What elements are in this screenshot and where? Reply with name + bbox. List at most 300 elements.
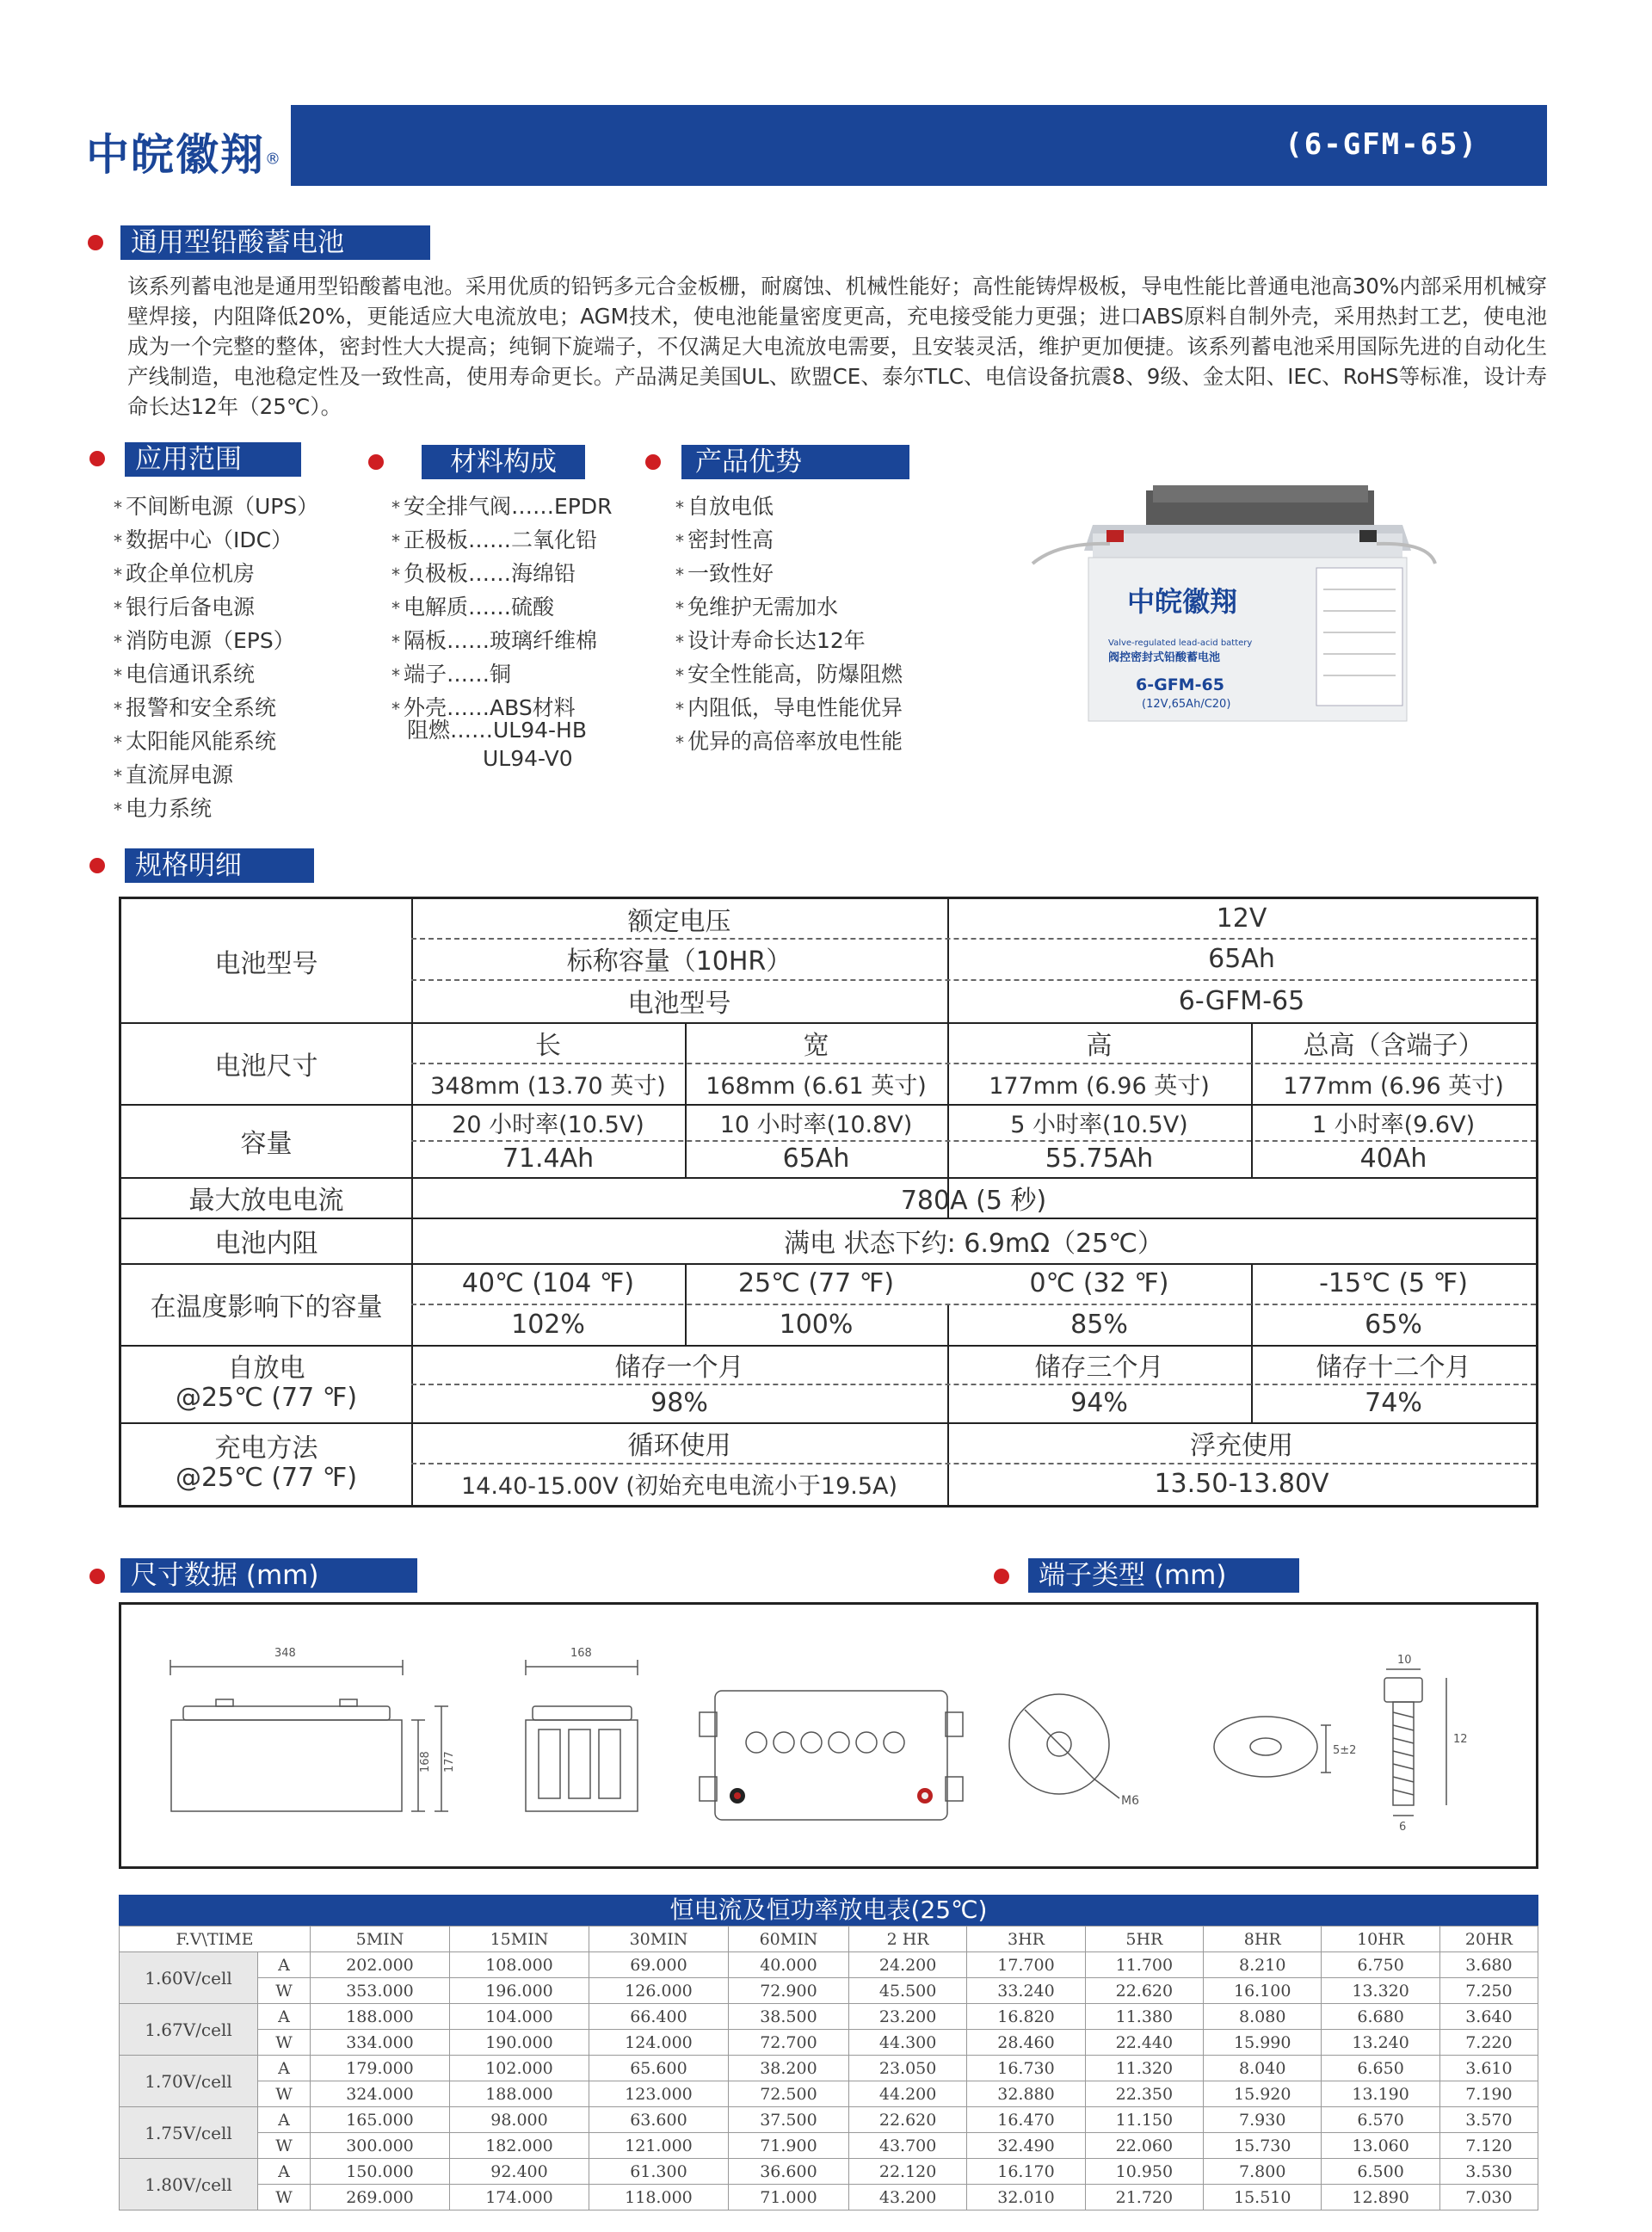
discharge-value: 269.000: [311, 2185, 450, 2210]
spec-length: 348mm (13.70 英寸): [430, 1072, 666, 1100]
discharge-value: 353.000: [311, 1978, 450, 2004]
discharge-value: 3.530: [1439, 2159, 1538, 2185]
spec-temp-2: 25℃ (77 ℉): [737, 1268, 895, 1298]
discharge-value: 7.250: [1439, 1978, 1538, 2004]
discharge-voltage-label: 1.80V/cell: [120, 2159, 258, 2210]
star-bullet-icon: *: [391, 632, 400, 652]
discharge-value: 22.350: [1085, 2081, 1203, 2107]
material-item-text: 隔板……玻璃纤维棉: [404, 628, 598, 653]
section-title-intro: 通用型铅酸蓄电池: [120, 225, 430, 260]
discharge-value: 22.620: [1085, 1978, 1203, 2004]
spec-rate-5: 5 小时率(10.5V): [1010, 1111, 1188, 1138]
table-row: [120, 2081, 1538, 2107]
discharge-value: 188.000: [311, 2004, 450, 2030]
discharge-value: 72.900: [728, 1978, 848, 2004]
material-item: [391, 558, 613, 591]
material-item: [391, 625, 613, 658]
section-title-spec: 规格明细: [125, 848, 314, 883]
discharge-value: 45.500: [848, 1978, 966, 2004]
spec-pct-2: 100%: [779, 1309, 854, 1340]
material-item-text: 端子……铜: [404, 662, 512, 687]
star-bullet-icon: *: [391, 564, 400, 585]
star-bullet-icon: *: [675, 564, 684, 585]
discharge-value: 98.000: [449, 2107, 589, 2133]
application-item: [114, 490, 318, 524]
discharge-value: 36.600: [728, 2159, 848, 2185]
advantage-item: [675, 524, 903, 558]
material-item: [391, 490, 613, 524]
spec-battery-model-label: 电池型号: [214, 948, 318, 979]
spec-resistance: 满电 状态下约: 6.9mΩ（25℃）: [784, 1228, 1163, 1259]
star-bullet-icon: *: [114, 497, 122, 518]
discharge-table: [119, 1926, 1538, 2210]
discharge-value: 8.040: [1204, 2056, 1322, 2081]
application-item-text: 不间断电源（UPS）: [126, 494, 319, 519]
spec-temp-label: 在温度影响下的容量: [150, 1292, 383, 1323]
discharge-value: 16.820: [967, 2004, 1085, 2030]
spec-model: 6-GFM-65: [1178, 985, 1305, 1016]
discharge-value: 22.440: [1085, 2030, 1203, 2056]
section-title-material: 材料构成: [422, 445, 585, 479]
spec-temp-4: -15℃ (5 ℉): [1319, 1268, 1468, 1298]
spec-cap-10: 65Ah: [782, 1144, 850, 1174]
brand-name: 中皖徽翔: [86, 130, 265, 180]
discharge-value: 6.500: [1322, 2159, 1439, 2185]
discharge-value: 188.000: [449, 2081, 589, 2107]
discharge-unit: A: [258, 2159, 311, 2185]
section-title-advantage: 产品优势: [681, 445, 909, 479]
spec-table: [119, 897, 1538, 1508]
discharge-value: 11.320: [1085, 2056, 1203, 2081]
discharge-unit: W: [258, 2133, 311, 2159]
discharge-value: 8.210: [1204, 1952, 1322, 1978]
spec-float-label: 浮充使用: [1190, 1430, 1293, 1461]
discharge-title: 恒电流及恒功率放电表(25℃): [119, 1895, 1538, 1926]
model-banner: [291, 105, 1547, 186]
discharge-value: 7.120: [1439, 2133, 1538, 2159]
discharge-time-header: 20HR: [1439, 1927, 1538, 1952]
advantage-item-text: 密封性高: [687, 527, 774, 552]
application-item-text: 银行后备电源: [126, 595, 256, 620]
application-item: [114, 725, 318, 759]
discharge-value: 165.000: [311, 2107, 450, 2133]
application-item-text: 电信通讯系统: [126, 662, 256, 687]
discharge-value: 40.000: [728, 1952, 848, 1978]
product-spec: (12V,65Ah/C20): [1142, 698, 1231, 711]
discharge-voltage-label: 1.60V/cell: [120, 1952, 258, 2004]
discharge-value: 43.200: [848, 2185, 966, 2210]
section-bullet: [89, 1569, 105, 1584]
discharge-value: 38.200: [728, 2056, 848, 2081]
spec-width: 168mm (6.61 英寸): [706, 1072, 927, 1100]
dim-width: 168: [570, 1647, 592, 1660]
discharge-unit: W: [258, 2185, 311, 2210]
star-bullet-icon: *: [675, 665, 684, 686]
discharge-voltage-label: 1.75V/cell: [120, 2107, 258, 2159]
material-item-text: 负极板……海绵铅: [404, 561, 576, 586]
discharge-value: 16.730: [967, 2056, 1085, 2081]
drawings-svg: [121, 1605, 1536, 1866]
spec-store-3-label: 储存三个月: [1034, 1352, 1164, 1383]
terminal-thickness: 5±2: [1333, 1744, 1357, 1757]
discharge-voltage-label: 1.70V/cell: [120, 2056, 258, 2107]
discharge-value: 71.900: [728, 2133, 848, 2159]
application-item-text: 直流屏电源: [126, 762, 234, 787]
product-brand: 中皖徽翔: [1127, 585, 1238, 618]
section-title-dimension: 尺寸数据 (mm): [120, 1558, 417, 1593]
discharge-value: 72.700: [728, 2030, 848, 2056]
advantage-item-text: 优异的高倍率放电性能: [687, 729, 903, 754]
discharge-value: 15.990: [1204, 2030, 1322, 2056]
section-bullet: [89, 451, 105, 466]
table-row: [120, 2030, 1538, 2056]
discharge-value: 104.000: [449, 2004, 589, 2030]
registered-mark: ®: [265, 150, 280, 169]
spec-width-label: 宽: [803, 1030, 829, 1061]
application-item: [114, 759, 318, 792]
spec-temp-1: 40℃ (104 ℉): [461, 1268, 635, 1298]
discharge-value: 32.010: [967, 2185, 1085, 2210]
spec-cap-1: 40Ah: [1359, 1144, 1427, 1174]
section-bullet: [89, 858, 105, 873]
table-row: [120, 1978, 1538, 2004]
star-bullet-icon: *: [675, 598, 684, 619]
discharge-value: 28.460: [967, 2030, 1085, 2056]
spec-pct-1: 102%: [511, 1309, 585, 1340]
discharge-value: 121.000: [589, 2133, 728, 2159]
spec-self-cond: @25℃ (77 ℉): [175, 1383, 358, 1413]
star-bullet-icon: *: [675, 632, 684, 652]
spec-capacity: 65Ah: [1208, 943, 1275, 974]
discharge-value: 150.000: [311, 2159, 450, 2185]
spec-rate-1: 1 小时率(9.6V): [1311, 1111, 1476, 1138]
discharge-value: 61.300: [589, 2159, 728, 2185]
material-extra-line: 阻燃……UL94-HB: [407, 718, 588, 743]
spec-cycle-label: 循环使用: [627, 1430, 731, 1461]
discharge-value: 6.650: [1322, 2056, 1439, 2081]
application-item: [114, 792, 318, 826]
discharge-value: 324.000: [311, 2081, 450, 2107]
discharge-value: 44.200: [848, 2081, 966, 2107]
spec-rate-20: 20 小时率(10.5V): [452, 1111, 644, 1138]
material-item-text: 安全排气阀……EPDR: [404, 494, 613, 519]
discharge-value: 6.680: [1322, 2004, 1439, 2030]
star-bullet-icon: *: [114, 665, 122, 686]
dim-length: 348: [274, 1647, 296, 1660]
star-bullet-icon: *: [114, 766, 122, 786]
discharge-value: 179.000: [311, 2056, 450, 2081]
spec-rate-10: 10 小时率(10.8V): [719, 1111, 913, 1138]
spec-pct-4: 65%: [1365, 1309, 1422, 1340]
bolt-length: 12: [1453, 1733, 1468, 1746]
product-cn: 阀控密封式铅酸蓄电池: [1108, 651, 1221, 664]
discharge-value: 108.000: [449, 1952, 589, 1978]
spec-store-12: 74%: [1365, 1388, 1422, 1418]
discharge-value: 196.000: [449, 1978, 589, 2004]
table-row: [120, 1952, 1538, 1978]
application-item-text: 数据中心（IDC）: [126, 527, 293, 552]
discharge-value: 43.700: [848, 2133, 966, 2159]
discharge-value: 32.490: [967, 2133, 1085, 2159]
advantage-item: [675, 658, 903, 692]
discharge-value: 92.400: [449, 2159, 589, 2185]
discharge-value: 124.000: [589, 2030, 728, 2056]
discharge-value: 102.000: [449, 2056, 589, 2081]
advantage-item: [675, 490, 903, 524]
spec-max-current-label: 最大放电电流: [188, 1185, 344, 1216]
discharge-value: 300.000: [311, 2133, 450, 2159]
advantage-item-text: 自放电低: [687, 494, 774, 519]
spec-model-label: 电池型号: [627, 989, 731, 1019]
discharge-value: 72.500: [728, 2081, 848, 2107]
discharge-value: 71.000: [728, 2185, 848, 2210]
material-list: [391, 490, 613, 725]
discharge-header-label: F.V\TIME: [120, 1927, 311, 1952]
star-bullet-icon: *: [391, 665, 400, 686]
spec-rated-voltage: 12V: [1216, 903, 1267, 934]
discharge-time-header: 10HR: [1322, 1927, 1439, 1952]
discharge-unit: A: [258, 2107, 311, 2133]
discharge-value: 334.000: [311, 2030, 450, 2056]
spec-height-label: 高: [1086, 1030, 1113, 1061]
advantage-item-text: 免维护无需加水: [687, 595, 839, 620]
star-bullet-icon: *: [114, 598, 122, 619]
application-item-text: 太阳能风能系统: [126, 729, 277, 754]
discharge-value: 182.000: [449, 2133, 589, 2159]
spec-height: 177mm (6.96 英寸): [989, 1072, 1210, 1100]
discharge-value: 13.060: [1322, 2133, 1439, 2159]
discharge-value: 7.190: [1439, 2081, 1538, 2107]
spec-self-label-cell: [121, 1345, 411, 1422]
discharge-time-header: 3HR: [967, 1927, 1085, 1952]
dim-height: 168: [419, 1751, 432, 1773]
discharge-time-header: 30MIN: [589, 1927, 728, 1952]
section-bullet: [368, 454, 384, 470]
battery-illustration: [1024, 482, 1437, 731]
application-item: [114, 658, 318, 692]
discharge-time-header: 5HR: [1085, 1927, 1203, 1952]
advantage-item: [675, 625, 903, 658]
discharge-unit: A: [258, 2056, 311, 2081]
discharge-value: 22.620: [848, 2107, 966, 2133]
advantage-item-text: 设计寿命长达12年: [687, 628, 866, 653]
material-extra-line: UL94-V0: [483, 746, 573, 771]
advantage-item-text: 安全性能高，防爆阻燃: [687, 662, 903, 687]
spec-max-current: 780A (5 秒): [900, 1185, 1047, 1216]
section-bullet: [994, 1569, 1009, 1584]
discharge-value: 7.030: [1439, 2185, 1538, 2210]
star-bullet-icon: *: [675, 497, 684, 518]
application-item-text: 消防电源（EPS）: [126, 628, 295, 653]
table-row: [120, 2133, 1538, 2159]
spec-length-label: 长: [535, 1030, 561, 1061]
discharge-value: 8.080: [1204, 2004, 1322, 2030]
advantage-item-text: 内阻低，导电性能优异: [687, 695, 903, 720]
discharge-value: 118.000: [589, 2185, 728, 2210]
discharge-value: 21.720: [1085, 2185, 1203, 2210]
discharge-value: 23.050: [848, 2056, 966, 2081]
discharge-value: 38.500: [728, 2004, 848, 2030]
star-bullet-icon: *: [391, 699, 400, 719]
discharge-value: 16.170: [967, 2159, 1085, 2185]
discharge-value: 6.750: [1322, 1952, 1439, 1978]
discharge-value: 23.200: [848, 2004, 966, 2030]
material-item-text: 外壳……ABS材料: [404, 695, 576, 720]
section-bullet: [645, 454, 661, 470]
discharge-value: 11.150: [1085, 2107, 1203, 2133]
application-item: [114, 591, 318, 625]
spec-store-1: 98%: [650, 1388, 708, 1418]
discharge-header-row: [120, 1927, 1538, 1952]
intro-paragraph: 该系列蓄电池是通用型铅酸蓄电池。采用优质的铅钙多元合金板栅，耐腐蚀、机械性能好；高性能铸焊极板，导电性能比普通电池高30%内部采用机械穿壁焊接，内阻降低20%，更能适应大电流放电；AGM技术，使电池能量密度更高，充电接受能力更强；进口ABS原料自制外壳，采用热封工艺，使电池成为一个完整的整体，密封性大大提高；纯铜下旋端子，不仅满足大电流放电需要，且安装灵活，维护更加便捷。该系列蓄电池采用国际先进的自动化生产线制造，电池稳定性及一致性高，使用寿命更长。产品满足美国UL、欧盟CE、泰尔TLC、电信设备抗震8、9级、金太阳、IEC、RoHS等标准，设计寿命长达12年（25℃）。: [127, 274, 1547, 419]
discharge-value: 3.680: [1439, 1952, 1538, 1978]
application-item: [114, 558, 318, 591]
section-title-terminal: 端子类型 (mm): [1028, 1558, 1299, 1593]
spec-float: 13.50-13.80V: [1154, 1469, 1329, 1499]
material-item: [391, 591, 613, 625]
spec-pct-3: 85%: [1070, 1309, 1128, 1340]
discharge-time-header: 60MIN: [728, 1927, 848, 1952]
star-bullet-icon: *: [114, 799, 122, 820]
material-item: [391, 524, 613, 558]
application-item-text: 电力系统: [126, 796, 213, 821]
discharge-value: 13.320: [1322, 1978, 1439, 2004]
bolt-dia: 6: [1399, 1821, 1407, 1834]
table-row: [120, 2004, 1538, 2030]
discharge-unit: A: [258, 1952, 311, 1978]
advantage-list: [675, 490, 903, 759]
discharge-value: 16.100: [1204, 1978, 1322, 2004]
spec-rated-voltage-label: 额定电压: [627, 906, 731, 937]
application-item: [114, 692, 318, 725]
spec-total-height: 177mm (6.96 英寸): [1283, 1072, 1504, 1100]
discharge-value: 3.570: [1439, 2107, 1538, 2133]
application-item: [114, 524, 318, 558]
table-row: [120, 2159, 1538, 2185]
discharge-value: 44.300: [848, 2030, 966, 2056]
discharge-value: 3.610: [1439, 2056, 1538, 2081]
discharge-value: 12.890: [1322, 2185, 1439, 2210]
discharge-value: 10.950: [1085, 2159, 1203, 2185]
advantage-item: [675, 692, 903, 725]
star-bullet-icon: *: [391, 598, 400, 619]
product-en: Valve-regulated lead-acid battery: [1108, 638, 1253, 648]
spec-store-1-label: 储存一个月: [614, 1352, 744, 1383]
star-bullet-icon: *: [114, 531, 122, 552]
section-title-application: 应用范围: [125, 442, 301, 477]
star-bullet-icon: *: [391, 497, 400, 518]
bolt-head: 10: [1397, 1654, 1412, 1667]
discharge-value: 16.470: [967, 2107, 1085, 2133]
discharge-value: 174.000: [449, 2185, 589, 2210]
application-item-text: 政企单位机房: [126, 561, 256, 586]
discharge-value: 63.600: [589, 2107, 728, 2133]
spec-cap-20: 71.4Ah: [502, 1144, 595, 1174]
discharge-voltage-label: 1.67V/cell: [120, 2004, 258, 2056]
discharge-value: 22.060: [1085, 2133, 1203, 2159]
discharge-value: 6.570: [1322, 2107, 1439, 2133]
discharge-value: 65.600: [589, 2056, 728, 2081]
spec-total-height-label: 总高（含端子）: [1303, 1030, 1484, 1061]
product-model: 6-GFM-65: [1136, 675, 1224, 694]
star-bullet-icon: *: [114, 732, 122, 753]
discharge-value: 66.400: [589, 2004, 728, 2030]
advantage-item-text: 一致性好: [687, 561, 774, 586]
discharge-value: 7.800: [1204, 2159, 1322, 2185]
spec-self-label: 自放电: [227, 1353, 305, 1384]
advantage-item: [675, 558, 903, 591]
advantage-item: [675, 591, 903, 625]
discharge-value: 13.190: [1322, 2081, 1439, 2107]
material-item: [391, 658, 613, 692]
spec-capacity-label: 标称容量（10HR）: [566, 946, 792, 977]
model-code: (6-GFM-65): [1285, 127, 1478, 162]
discharge-value: 13.240: [1322, 2030, 1439, 2056]
brand-logo: [86, 120, 284, 181]
discharge-time-header: 8HR: [1204, 1927, 1322, 1952]
section-bullet: [88, 235, 103, 250]
discharge-value: 69.000: [589, 1952, 728, 1978]
discharge-value: 3.640: [1439, 2004, 1538, 2030]
discharge-value: 126.000: [589, 1978, 728, 2004]
discharge-value: 7.220: [1439, 2030, 1538, 2056]
star-bullet-icon: *: [114, 632, 122, 652]
discharge-unit: W: [258, 2081, 311, 2107]
spec-store-12-label: 储存十二个月: [1316, 1352, 1471, 1383]
advantage-item: [675, 725, 903, 759]
discharge-value: 15.730: [1204, 2133, 1322, 2159]
application-list: [114, 490, 318, 826]
discharge-unit: W: [258, 1978, 311, 2004]
material-extra: [407, 714, 587, 774]
dimension-drawings: [119, 1602, 1538, 1869]
star-bullet-icon: *: [675, 699, 684, 719]
discharge-value: 17.700: [967, 1952, 1085, 1978]
table-row: [120, 2056, 1538, 2081]
discharge-value: 15.510: [1204, 2185, 1322, 2210]
discharge-value: 202.000: [311, 1952, 450, 1978]
material-item-text: 正极板……二氧化铅: [404, 527, 598, 552]
table-row: [120, 2185, 1538, 2210]
spec-charge-cond: @25℃ (77 ℉): [175, 1463, 358, 1493]
discharge-value: 37.500: [728, 2107, 848, 2133]
discharge-unit: A: [258, 2004, 311, 2030]
discharge-value: 190.000: [449, 2030, 589, 2056]
spec-charge-label: 充电方法: [214, 1434, 318, 1464]
product-image: [1024, 482, 1437, 731]
discharge-time-header: 2 HR: [848, 1927, 966, 1952]
application-item-text: 报警和安全系统: [126, 695, 277, 720]
star-bullet-icon: *: [391, 531, 400, 552]
discharge-time-header: 15MIN: [449, 1927, 589, 1952]
discharge-value: 33.240: [967, 1978, 1085, 2004]
discharge-value: 24.200: [848, 1952, 966, 1978]
star-bullet-icon: *: [114, 699, 122, 719]
spec-store-3: 94%: [1070, 1388, 1128, 1418]
terminal-thread: M6: [1121, 1794, 1139, 1808]
discharge-value: 22.120: [848, 2159, 966, 2185]
discharge-value: 11.700: [1085, 1952, 1203, 1978]
discharge-value: 123.000: [589, 2081, 728, 2107]
spec-charge-label-cell: [121, 1422, 411, 1505]
spec-temp-3: 0℃ (32 ℉): [1029, 1268, 1169, 1298]
spec-resistance-label: 电池内阻: [214, 1228, 318, 1259]
star-bullet-icon: *: [114, 564, 122, 585]
star-bullet-icon: *: [675, 531, 684, 552]
spec-size-label: 电池尺寸: [214, 1051, 318, 1082]
discharge-time-header: 5MIN: [311, 1927, 450, 1952]
star-bullet-icon: *: [675, 732, 684, 753]
